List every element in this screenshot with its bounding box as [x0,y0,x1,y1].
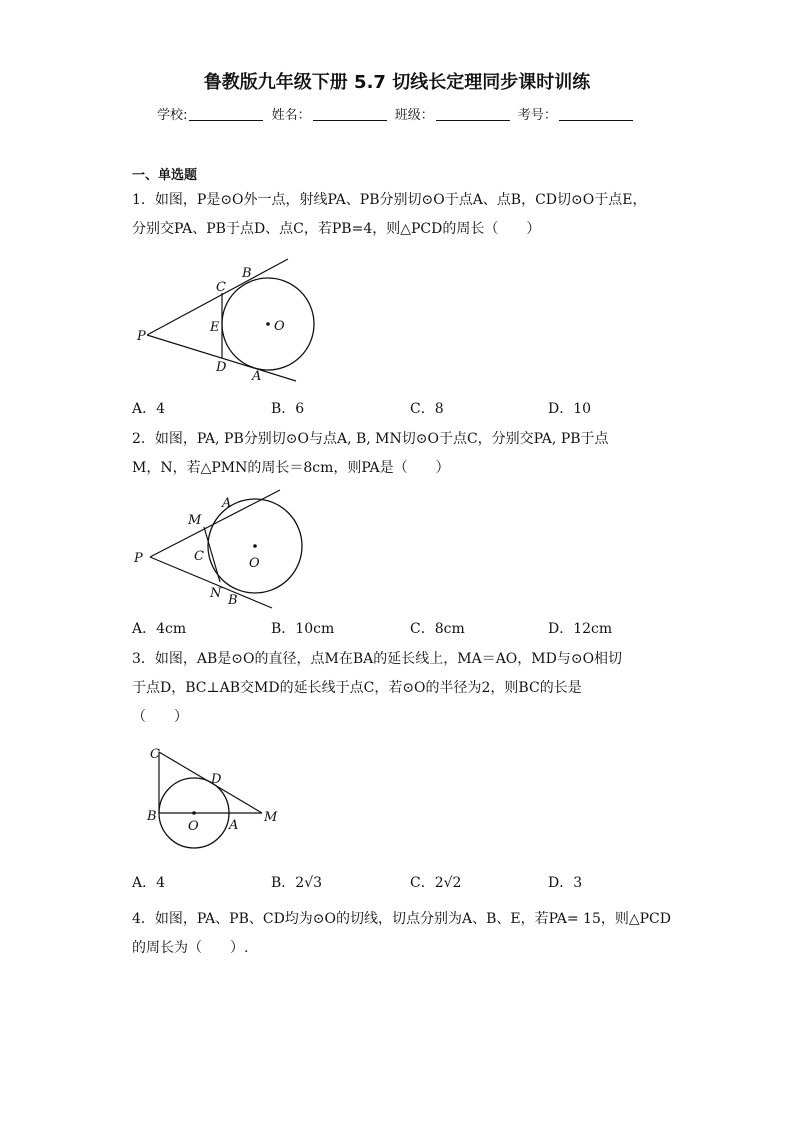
school-label: 学校: [157,108,188,123]
tangent-line-mn [204,527,220,582]
question-2-line-2: M，N，若△PMN的周长＝8cm，则PA是（ ） [132,460,450,476]
question-1-options [132,398,692,420]
question-3-text [132,645,672,732]
question-4-text [132,905,672,963]
school-blank [189,108,263,121]
name-blank [313,108,387,121]
label-m: M [264,810,278,825]
label-p: P [137,329,146,344]
question-2-options [132,618,692,640]
student-info-line [0,104,794,123]
question-1-line-1: 1．如图，P是⊙O外一点，射线PA、PB分别切⊙O于点A、点B，CD切⊙O于点E， [132,192,647,208]
page-title: 鲁教版九年级下册 5.7 切线长定理同步课时训练 [203,72,591,93]
question-1-option-b[interactable]: B．6 [271,401,305,417]
question-2-text [132,425,672,483]
label-d: D [216,360,227,375]
center-point-o [253,544,257,548]
label-c: C [216,280,226,295]
class-label: 班级： [394,108,434,123]
label-m: M [188,513,202,528]
label-c: C [150,747,160,762]
section-title: 一、单选题 [132,168,198,183]
question-3-option-c[interactable]: C．2√2 [410,875,462,891]
question-1-line-2: 分别交PA、PB于点D、点C，若PB=4，则△PCD的周长（ ） [132,221,541,237]
question-1-option-d[interactable]: D．10 [548,401,592,417]
label-e: E [210,320,220,335]
center-point-o [192,811,196,815]
question-4-line-2: 的周长为（ ）. [132,940,249,956]
label-c: C [194,549,204,564]
label-a: A [222,496,232,511]
question-1-option-a[interactable]: A．4 [132,401,166,417]
tangent-line-pa [150,490,280,557]
question-2-figure [130,490,310,615]
center-point-o [266,322,270,326]
label-p: P [134,551,143,566]
question-3-options [132,872,692,894]
question-2-option-d[interactable]: D．12cm [548,621,613,637]
label-o: O [249,556,260,571]
label-b: B [147,809,157,824]
question-1-figure [130,255,310,390]
question-1-option-c[interactable]: C．8 [410,401,444,417]
exam-number-blank [559,108,633,121]
exam-number-label: 考号： [517,108,557,123]
label-n: N [210,586,222,601]
label-b: B [242,266,252,281]
question-3-option-d[interactable]: D．3 [548,875,583,891]
question-3-line-3: （ ） [132,709,188,725]
question-3-option-b[interactable]: B．2√3 [271,875,323,891]
question-3-line-1: 3．如图，AB是⊙O的直径，点M在BA的延长线上，MA＝AO，MD与⊙O相切 [132,651,623,667]
label-d: D [211,772,222,787]
label-b: B [228,593,238,608]
question-2-option-c[interactable]: C．8cm [410,621,465,637]
question-3-figure [130,740,290,840]
class-blank [436,108,510,121]
question-1-text [132,186,672,244]
question-3-line-2: 于点D，BC⊥AB交MD的延长线于点C，若⊙O的半径为2，则BC的长是 [132,680,582,696]
question-2-option-b[interactable]: B．10cm [271,621,335,637]
label-o: O [188,819,199,834]
question-4-line-1: 4．如图，PA、PB、CD均为⊙O的切线，切点分别为A、B、E，若PA= 15，则△PCD [132,911,671,927]
question-3-option-a[interactable]: A．4 [132,875,166,891]
question-2-line-1: 2．如图，PA, PB分别切⊙O与点A, B, MN切⊙O于点C，分别交PA, PB于点 [132,431,609,447]
label-a: A [252,369,262,384]
name-label: 姓名： [271,108,311,123]
label-a: A [229,818,239,833]
label-o: O [274,319,285,334]
question-2-option-a[interactable]: A．4cm [132,621,187,637]
